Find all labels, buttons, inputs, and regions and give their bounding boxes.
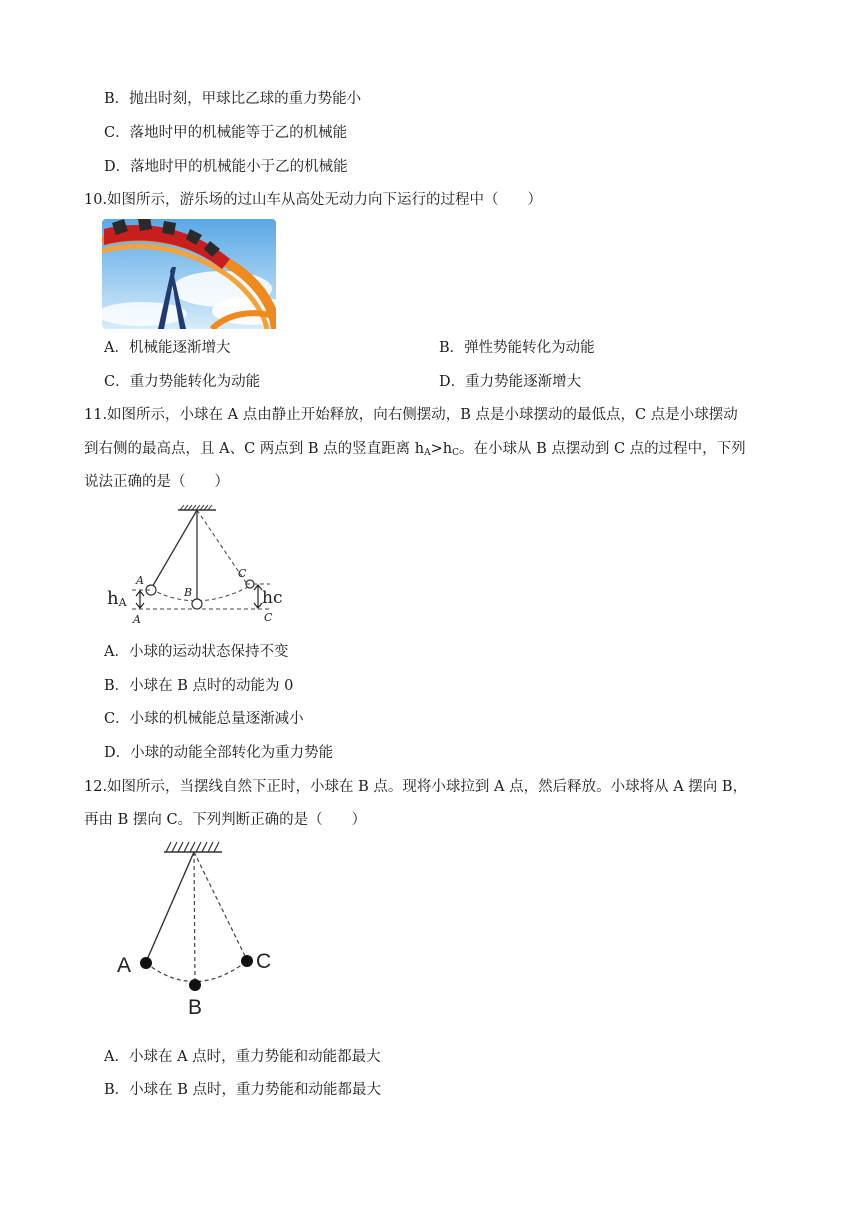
label-c-bottom: C (264, 611, 273, 624)
ball-c (241, 955, 253, 967)
pendulum-diagram-q11 (104, 504, 294, 628)
q11-option-c: C．小球的机械能总量逐渐减小 (104, 711, 304, 727)
q12-option-b: B．小球在 B 点时，重力势能和动能都最大 (104, 1082, 382, 1098)
q12-option-a: A．小球在 A 点时，重力势能和动能都最大 (104, 1049, 381, 1065)
q11-option-b: B．小球在 B 点时的动能为 0 (104, 678, 294, 694)
label-c: C (256, 950, 272, 973)
q10-option-a: A．机械能逐渐增大 (104, 340, 231, 356)
q11-stem-line3: 说法正确的是（ ） (84, 474, 229, 490)
q10-stem: 10.如图所示，游乐场的过山车从高处无动力向下运行的过程中（ ） (84, 192, 543, 208)
label-hc: hc (262, 588, 283, 608)
q10-option-d: D．重力势能逐渐增大 (439, 374, 582, 390)
ball-b (192, 599, 202, 609)
q11-stem-line2: 到右侧的最高点，且 A、C 两点到 B 点的竖直距离 $h_A>h_C$。在小球从 B 点摆动到 C 点的过程中，下列 (84, 441, 746, 458)
q11-stem-line1: 11.如图所示，小球在 A 点由静止开始释放，向右侧摆动，B 点是小球摆动的最低点，C 点是小球摆动 (84, 407, 738, 423)
q12-stem-line1: 12.如图所示，当摆线自然下正时，小球在 B 点。现将小球拉到 A 点，然后释放。小球将从 A 摆向 B， (84, 779, 748, 795)
q9-option-b: B．抛出时刻，甲球比乙球的重力势能小 (104, 91, 362, 107)
q11-option-d: D．小球的动能全部转化为重力势能 (104, 745, 334, 761)
label-a-bottom: A (133, 613, 141, 626)
label-ha: hA (107, 588, 127, 609)
ball-b (189, 979, 201, 991)
label-b: B (188, 996, 203, 1019)
q10-option-c: C．重力势能转化为动能 (104, 374, 261, 390)
q9-option-c: C．落地时甲的机械能等于乙的机械能 (104, 125, 348, 141)
q9-option-d: D．落地时甲的机械能小于乙的机械能 (104, 159, 348, 175)
label-a: A (117, 954, 132, 977)
label-a-top: A (136, 574, 144, 587)
q10-option-b: B．弹性势能转化为动能 (439, 340, 595, 356)
roller-coaster-photo (102, 219, 276, 329)
ball-a (140, 957, 152, 969)
label-c-top: C (238, 567, 247, 580)
label-b: B (184, 586, 193, 599)
q11-option-a: A．小球的运动状态保持不变 (104, 644, 289, 660)
pendulum-diagram-q12 (110, 836, 310, 1022)
q12-stem-line2: 再由 B 摆向 C。下列判断正确的是（ ） (84, 812, 367, 828)
